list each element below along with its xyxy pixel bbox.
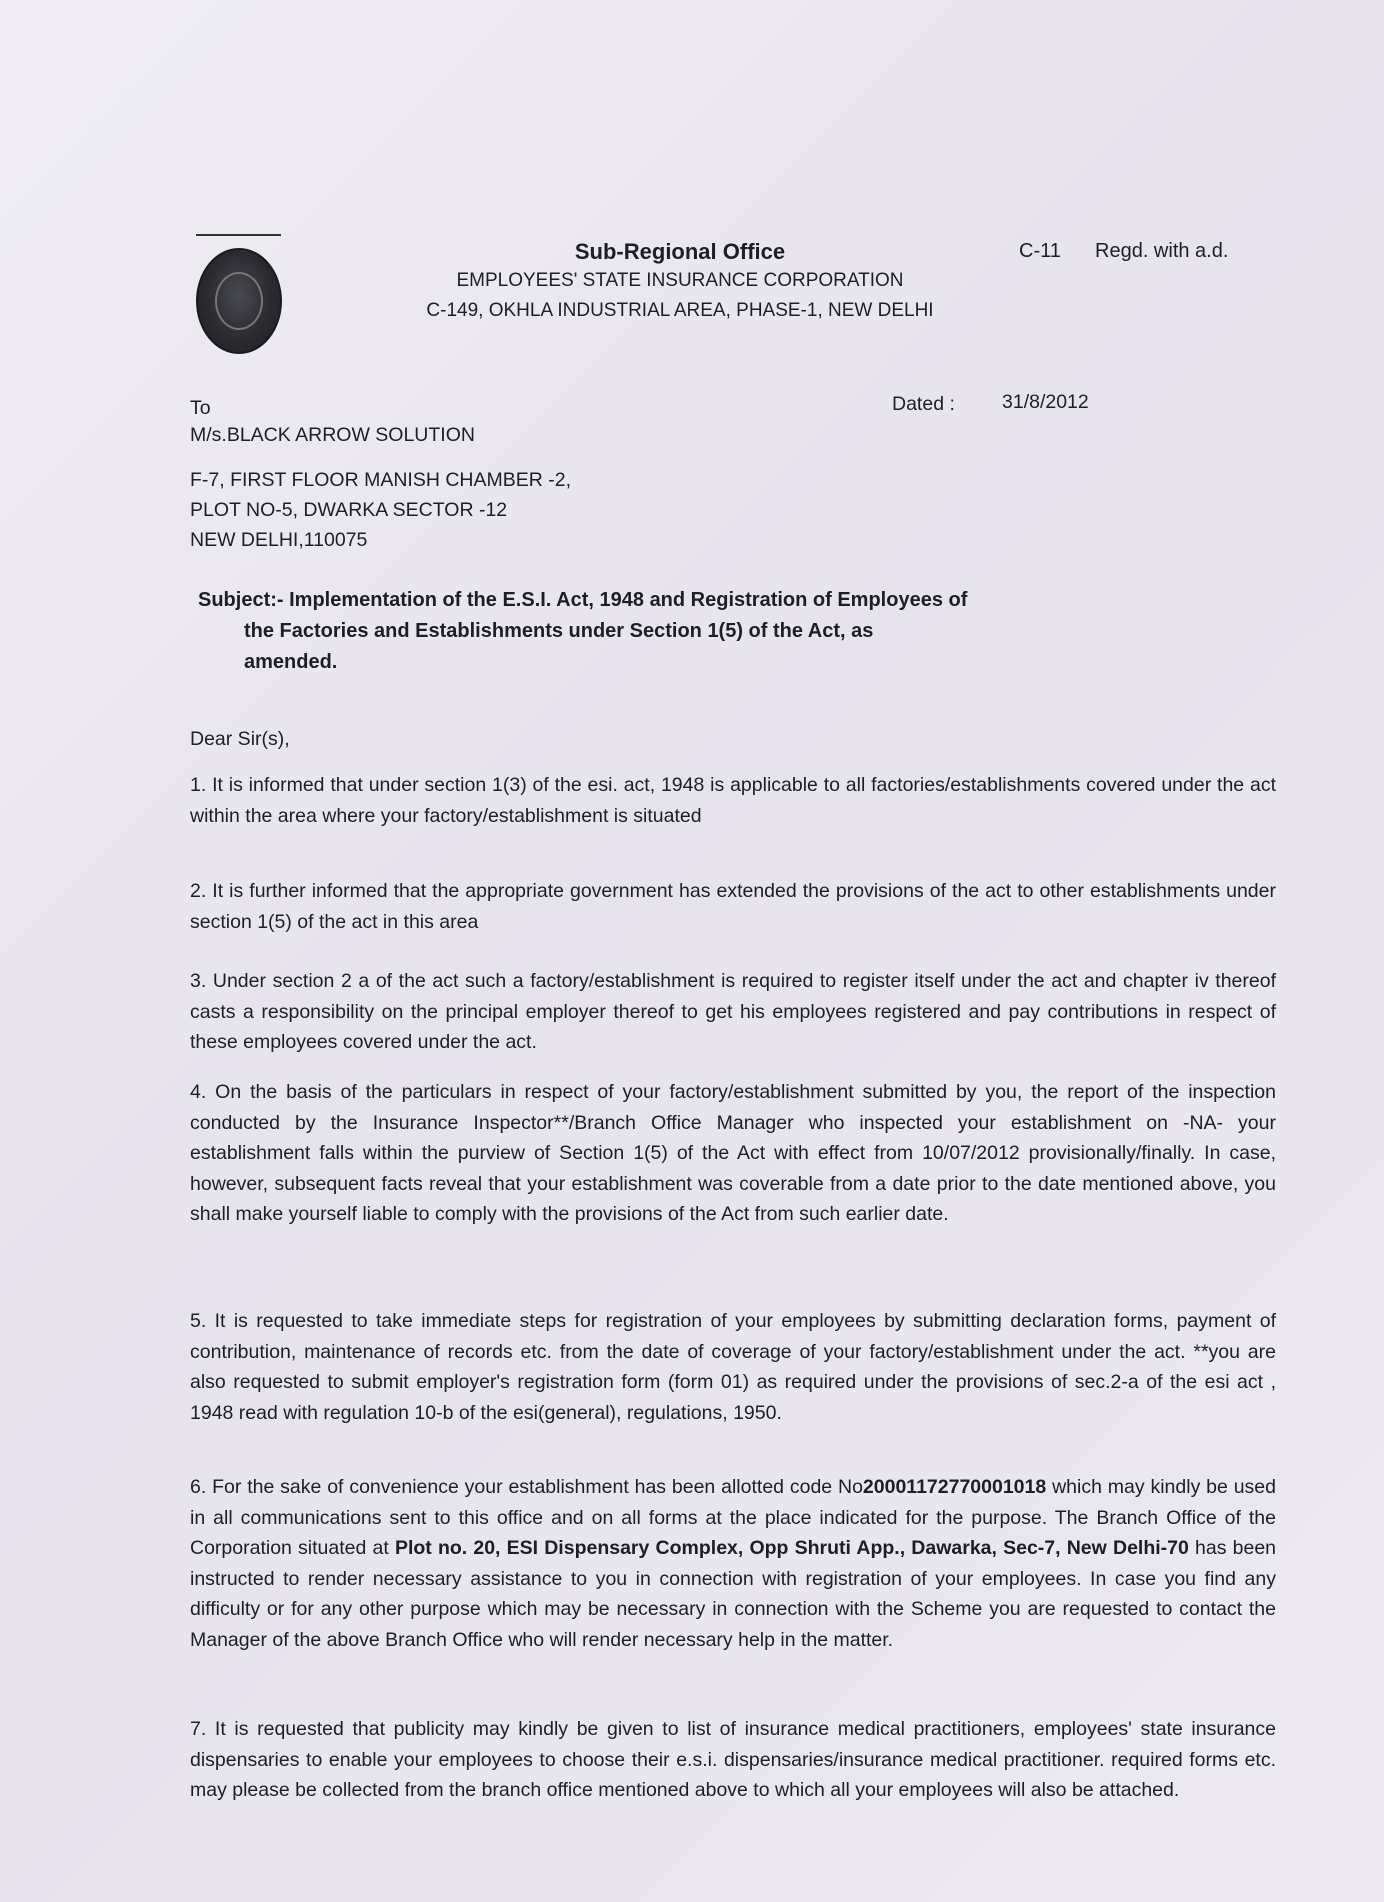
recipient-address-line2: PLOT NO-5, DWARKA SECTOR -12 [190, 499, 508, 521]
dated-label: Dated : [892, 393, 955, 415]
to-label: To [190, 397, 211, 419]
paragraph-6-intro: 6. For the sake of convenience your establishment has been allotted code No [190, 1476, 863, 1498]
establishment-code: 20001172770001018 [862, 1476, 1047, 1498]
paragraph-6 [190, 1472, 1276, 1655]
paragraph-1: 1. It is informed that under section 1(3) of the esi. act, 1948 is applicable to all factories/establishments covered under the act within the area where your factory/establishment is situated [190, 774, 1276, 827]
subject-block [198, 585, 1098, 678]
recipient-address-line1: F-7, FIRST FLOOR MANISH CHAMBER -2, [190, 469, 572, 491]
salutation: Dear Sir(s), [190, 728, 290, 750]
emblem-inner-ring [215, 272, 263, 330]
dated-value: 31/8/2012 [1002, 391, 1089, 413]
dispatch-mode: Regd. with a.d. [1095, 240, 1229, 262]
paragraph-6-middle: which may kindly be used in all communications sent to this office and on all forms at the place indicated for the purpose. The Branch Office of the Corporation situated at [190, 1476, 1276, 1559]
paragraph-6-end: has been instructed to render necessary assistance to you in connection with registration of your employees. In case you find any difficulty or for any other purpose which may be necessary in connection with the Scheme you are requested to contact the Manager of the above Branch Office who will render necessary help in the matter. [190, 1537, 1277, 1651]
form-code: C-11 [1019, 240, 1061, 262]
recipient-address-line3: NEW DELHI,110075 [190, 529, 368, 551]
logo-top-rule [196, 234, 281, 236]
subject-line1: Subject:- Implementation of the E.S.I. Act, 1948 and Registration of Employees of [198, 589, 968, 611]
branch-office-address: Plot no. 20, ESI Dispensary Complex, Opp Shruti App., Dawarka, Sec-7, New Delhi-70 [394, 1537, 1189, 1559]
paragraph-7: 7. It is requested that publicity may kindly be given to list of insurance medical practitioners, employees' state insurance dispensaries to enable your employees to choose their e.s.i. dispensaries/insurance medical practitioner. required forms etc. may please be collected from the branch office mentioned above to which all your employees will also be attached. [190, 1718, 1276, 1801]
office-address: C-149, OKHLA INDUSTRIAL AREA, PHASE-1, NEW DELHI [426, 300, 934, 321]
subject-line3: amended. [244, 651, 338, 673]
esic-emblem-logo [196, 248, 282, 354]
office-title: Sub-Regional Office [574, 239, 786, 264]
paragraph-2: 2. It is further informed that the appropriate government has extended the provisions of the act to other establishments under section 1(5) of the act in this area [190, 880, 1276, 933]
subject-line2: the Factories and Establishments under Section 1(5) of the Act, as [244, 620, 874, 642]
paragraph-4: 4. On the basis of the particulars in respect of your factory/establishment submitted by you, the report of the inspection conducted by the Insurance Inspector**/Branch Office Manager who inspected your establishment on -NA- your establishment falls within the purview of Section 1(5) of the Act with effect from 10/07/2012 provisionally/finally. In case, however, subsequent facts reveal that your establishment was coverable from a date prior to the date mentioned above, you shall make yourself liable to comply with the provisions of the Act from such earlier date. [190, 1081, 1276, 1225]
paragraph-5: 5. It is requested to take immediate steps for registration of your employees by submitting declaration forms, payment of contribution, maintenance of records etc. from the date of coverage of your factory/establishment under the act. **you are also requested to submit employer's registration form (form 01) as required under the provisions of sec.2-a of the esi act , 1948 read with regulation 10-b of the esi(general), regulations, 1950. [190, 1310, 1276, 1424]
recipient-name: M/s.BLACK ARROW SOLUTION [190, 424, 475, 446]
org-name: EMPLOYEES' STATE INSURANCE CORPORATION [456, 270, 904, 291]
paragraph-3: 3. Under section 2 a of the act such a factory/establishment is required to register itself under the act and chapter iv thereof casts a responsibility on the principal employer thereof to get his employees registered and pay contributions in respect of these employees covered under the act. [190, 970, 1276, 1053]
